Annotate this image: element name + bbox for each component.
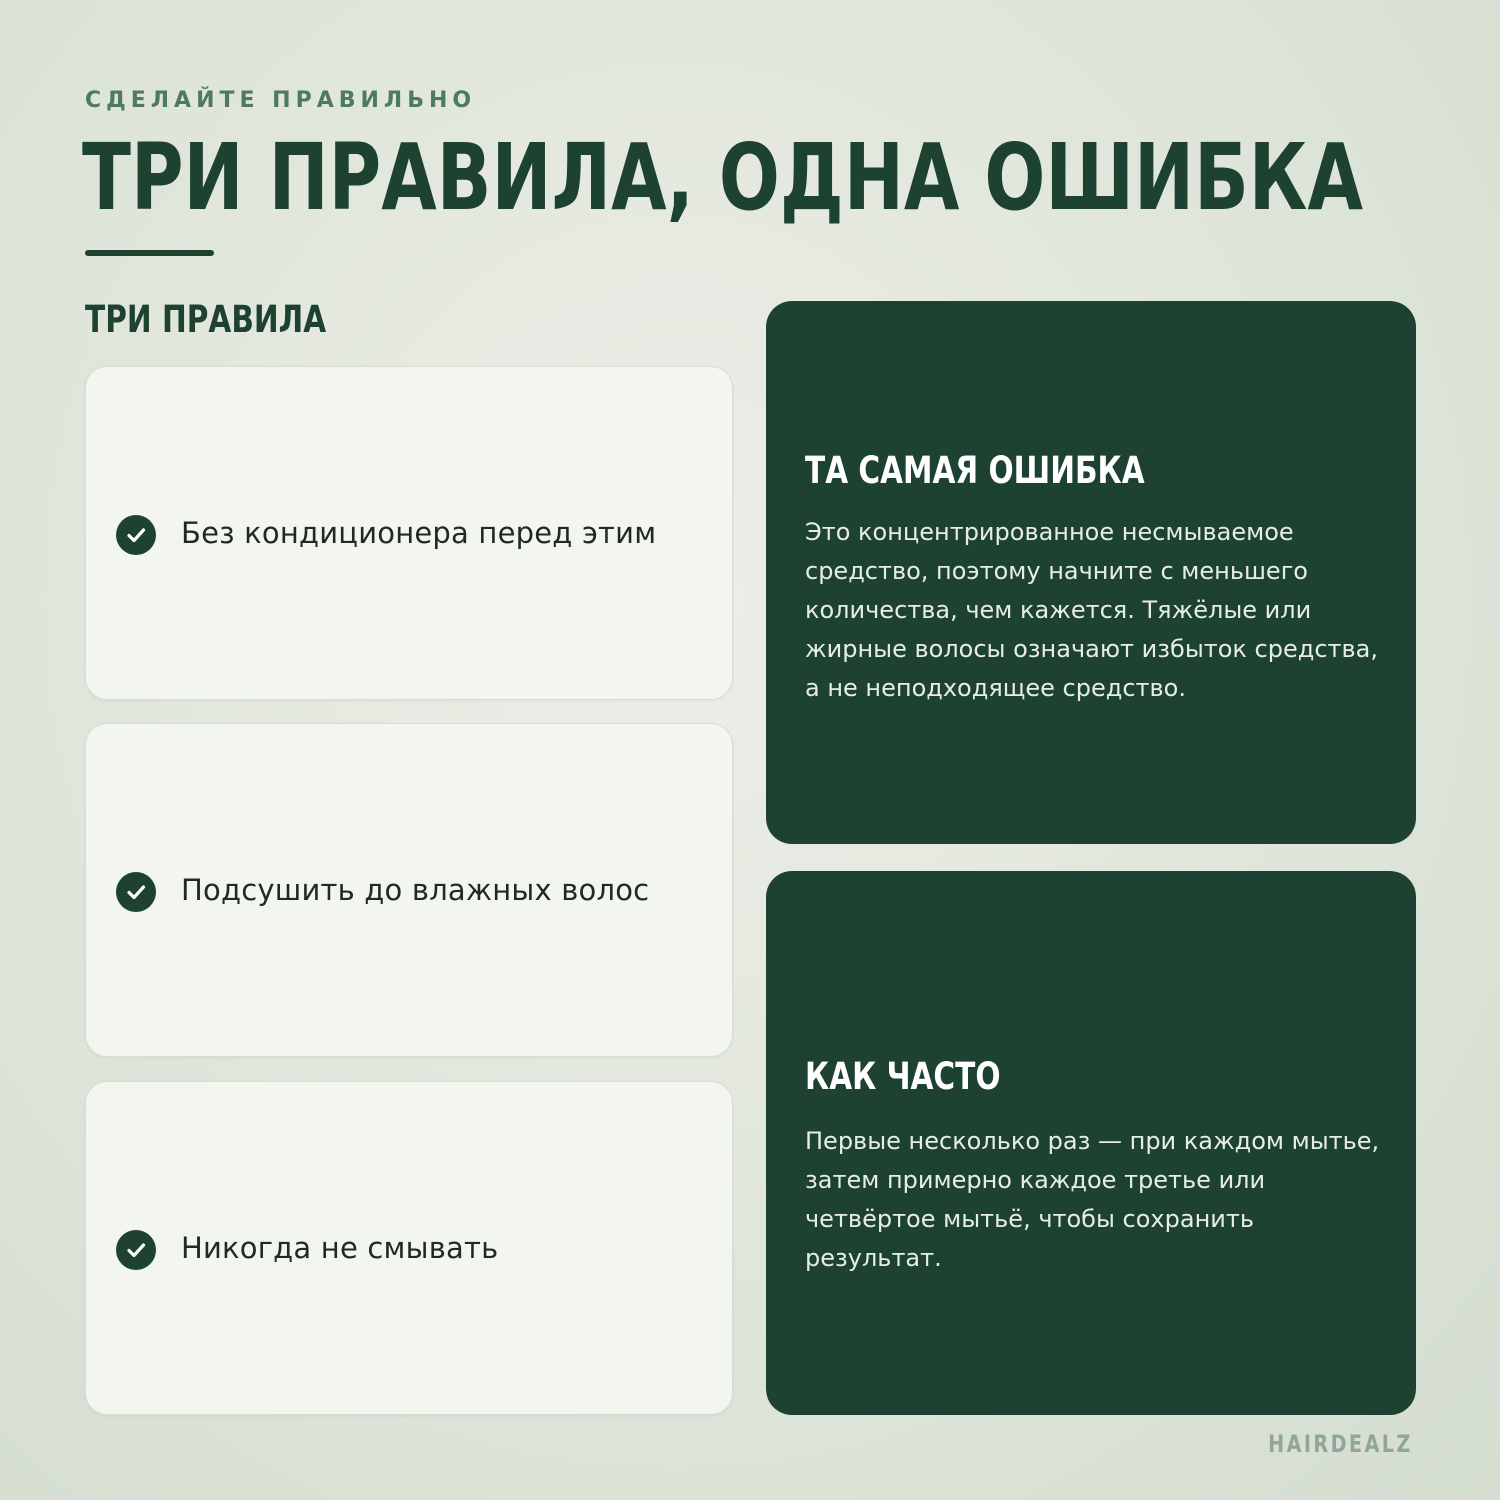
eyebrow-label: СДЕЛАЙТЕ ПРАВИЛЬНО (85, 88, 477, 113)
check-icon (116, 1230, 156, 1270)
rule-text: Без кондиционера перед этим (181, 516, 657, 550)
rule-text: Никогда не смывать (181, 1231, 499, 1265)
rule-card-3 (85, 1081, 733, 1415)
title-underline (85, 250, 214, 256)
mistake-card-body: Это концентрированное несмываемое средство, поэтому начните с меньшего количества, чем кажется. Тяжёлые или жирные волосы означают избыток средства, а не неподходящее средство. (805, 518, 1378, 702)
frequency-card-heading: КАК ЧАСТО (805, 1055, 1001, 1098)
mistake-card-heading: ТА САМАЯ ОШИБКА (805, 449, 1145, 492)
frequency-card-body: Первые несколько раз — при каждом мытье, затем примерно каждое третье или четвёртое мытьё, чтобы сохранить результат. (805, 1127, 1380, 1272)
rules-section-label: ТРИ ПРАВИЛА (85, 298, 327, 341)
check-icon (116, 872, 156, 912)
rule-card-2 (85, 723, 733, 1057)
mistake-card (766, 301, 1416, 844)
frequency-card (766, 871, 1416, 1415)
rule-card-1 (85, 366, 733, 700)
page-title: ТРИ ПРАВИЛА, ОДНА ОШИБКА (82, 124, 1364, 231)
check-icon (116, 515, 156, 555)
rule-text: Подсушить до влажных волос (181, 873, 650, 907)
brand-logo: HAIRDEALZ (1268, 1430, 1413, 1458)
